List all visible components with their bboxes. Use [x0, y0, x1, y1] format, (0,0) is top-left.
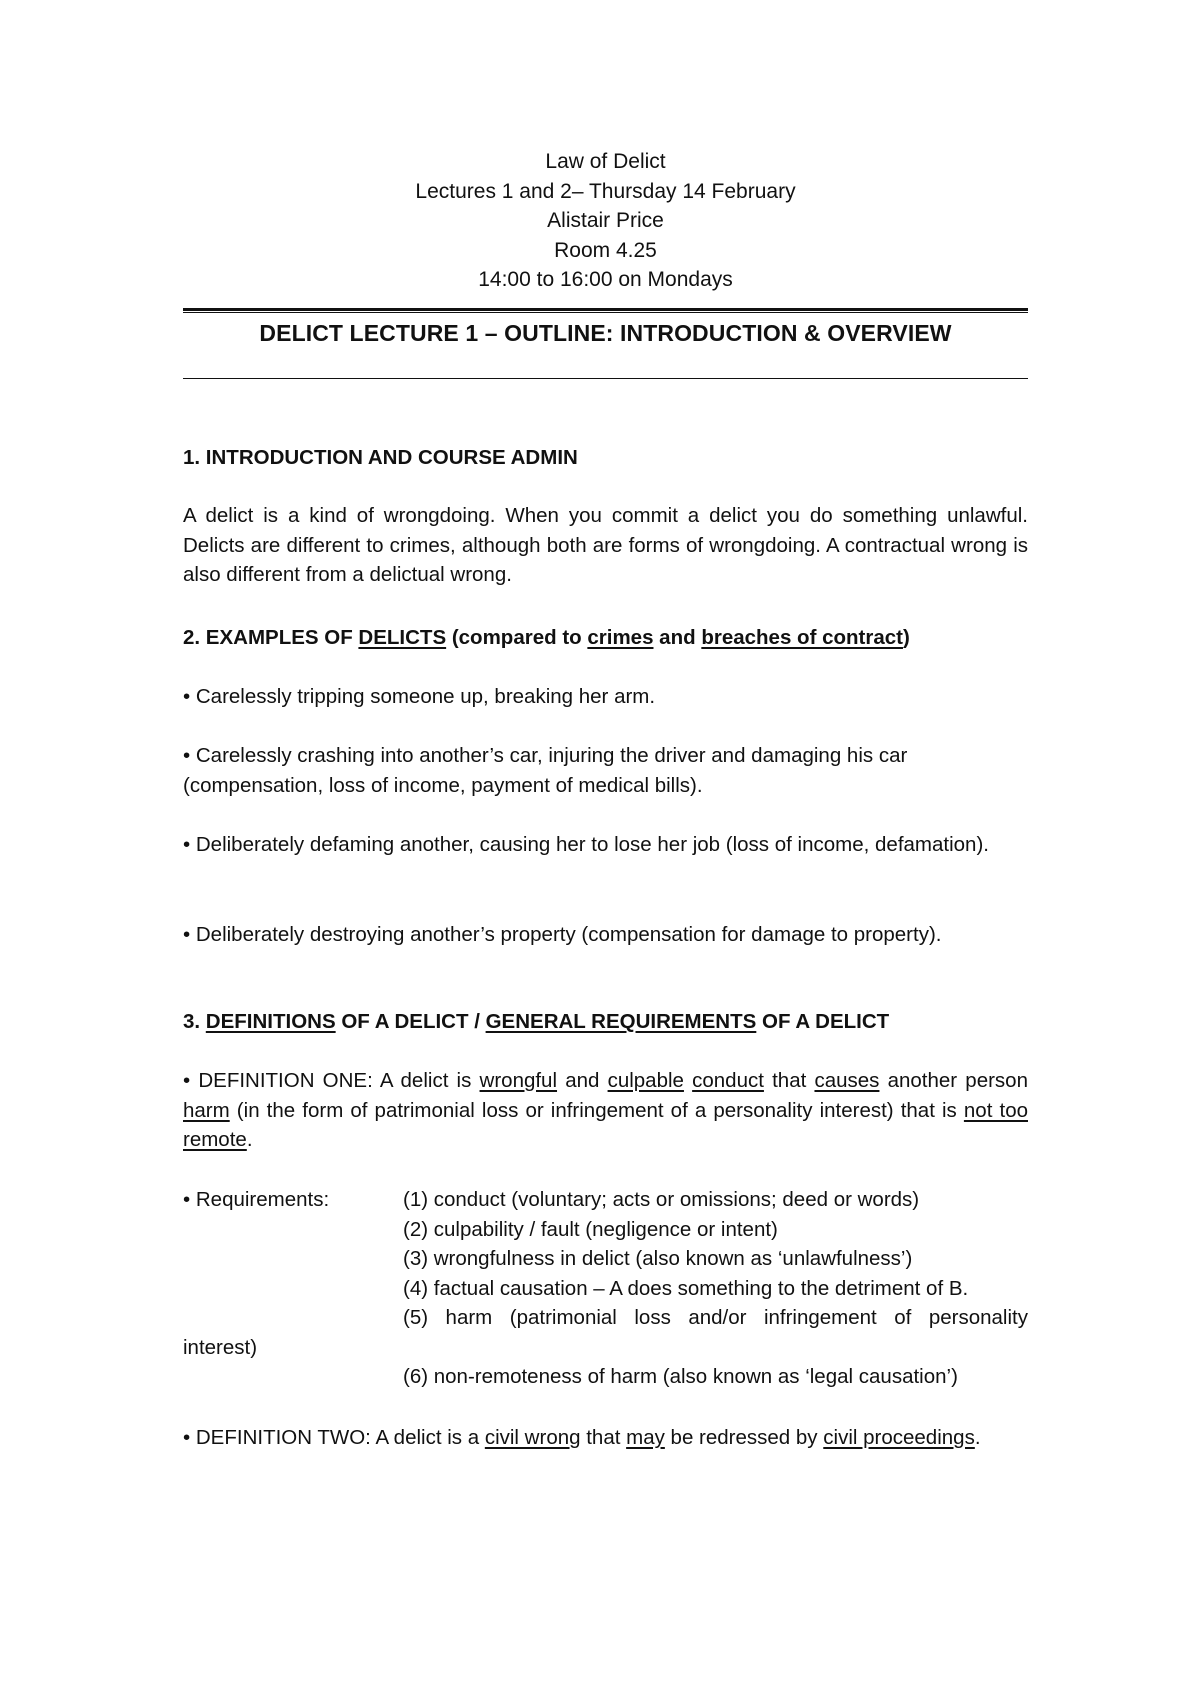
requirement-item: (3) wrongfulness in delict (also known as ‘unlawfulness’) — [403, 1247, 913, 1270]
definition-text: and — [557, 1069, 608, 1092]
room-info: Room 4.25 — [554, 238, 657, 262]
requirements-list — [403, 1185, 1028, 1333]
heading-text: (compared to — [446, 626, 588, 649]
heading-underlined-crimes: crimes — [587, 626, 654, 649]
requirement-item: (6) non-remoteness of harm (also known as ‘legal causation’) — [403, 1365, 958, 1388]
example-bullet: • Deliberately defaming another, causing her to lose her job (loss of income, defamation). — [183, 833, 989, 856]
requirements-list-end — [403, 1362, 1028, 1392]
course-title: Law of Delict — [545, 150, 666, 173]
heading-underlined-breaches: breaches of contract — [701, 626, 903, 649]
section-1-paragraph: A delict is a kind of wrongdoing. When you commit a delict you do something unlawful. Delicts are different to crimes, although both are forms of wrongdoing. A contractual wrong is also different from a delictual wrong. — [183, 504, 1028, 586]
definition-one — [183, 1066, 1028, 1155]
document-header — [183, 147, 1028, 295]
definition-text: be redressed by — [664, 1426, 824, 1449]
section-1-heading: 1. INTRODUCTION AND COURSE ADMIN — [183, 446, 578, 469]
definition-text: • DEFINITION ONE: A delict is — [183, 1069, 480, 1092]
example-bullet: • Carelessly tripping someone up, breaking her arm. — [183, 685, 656, 708]
heading-text: OF A DELICT — [756, 1010, 890, 1033]
term-civil-proceedings: civil proceedings — [823, 1426, 975, 1449]
consultation-hours: 14:00 to 16:00 on Mondays — [478, 268, 733, 291]
requirement-item: (2) culpability / fault (negligence or intent) — [403, 1217, 778, 1241]
heading-text: 3. — [183, 1010, 206, 1033]
term-civil-wrong: civil wrong — [484, 1426, 581, 1449]
definition-text: . — [246, 1128, 253, 1151]
lecture-info: Lectures 1 and 2– Thursday 14 February — [415, 179, 796, 203]
requirement-item: (4) factual causation – A does something to the detriment of B. — [403, 1276, 969, 1300]
header-divider-thick — [183, 308, 1028, 311]
header-divider-thin — [183, 312, 1028, 313]
outline-title: DELICT LECTURE 1 – OUTLINE: INTRODUCTION & OVERVIEW — [259, 320, 952, 346]
term-conduct: conduct — [692, 1069, 764, 1092]
term-causes: causes — [814, 1069, 880, 1092]
requirement-item: (1) conduct (voluntary; acts or omissions; deed or words) — [403, 1188, 920, 1211]
example-bullet: • Carelessly crashing into another’s car, injuring the driver and damaging his car (compensation, loss of income, payment of medical bills). — [183, 744, 908, 797]
definition-text: (in the form of patrimonial loss or infringement of a personality interest) that is — [229, 1098, 964, 1122]
heading-underlined-definitions: DEFINITIONS — [205, 1010, 336, 1033]
heading-underlined-delicts: DELICTS — [358, 626, 447, 649]
requirements-block — [183, 1185, 1028, 1395]
heading-text: and — [653, 626, 702, 649]
definition-text: that — [580, 1426, 627, 1449]
term-not-too-remote: not too remote — [183, 1098, 1028, 1151]
term-wrongful: wrongful — [479, 1069, 558, 1092]
definition-two — [183, 1423, 1028, 1453]
requirements-label: • Requirements: — [183, 1188, 330, 1211]
heading-text: 2. EXAMPLES OF — [183, 626, 359, 649]
definition-text: • DEFINITION TWO: A delict is a — [183, 1426, 485, 1449]
document-page — [183, 0, 1028, 1698]
definition-text: . — [974, 1426, 981, 1449]
term-may: may — [626, 1426, 665, 1449]
example-bullet: • Deliberately destroying another’s property (compensation for damage to property). — [183, 923, 942, 946]
definition-text: another person — [879, 1069, 1028, 1092]
requirement-item: (5) harm (patrimonial loss and/or infringement of personality — [403, 1306, 1028, 1329]
definition-text — [684, 1069, 692, 1092]
term-culpable: culpable — [607, 1069, 684, 1092]
requirement-item-continuation: interest) — [183, 1335, 258, 1359]
heading-text: ) — [902, 626, 910, 649]
section-3-heading — [183, 1007, 1028, 1037]
heading-underlined-requirements: GENERAL REQUIREMENTS — [485, 1010, 757, 1033]
section-2-heading — [183, 623, 1028, 653]
definition-text: that — [763, 1069, 815, 1092]
title-divider — [183, 378, 1028, 379]
term-harm: harm — [183, 1098, 230, 1122]
lecturer-name: Alistair Price — [547, 209, 664, 232]
heading-text: OF A DELICT / — [335, 1010, 486, 1033]
